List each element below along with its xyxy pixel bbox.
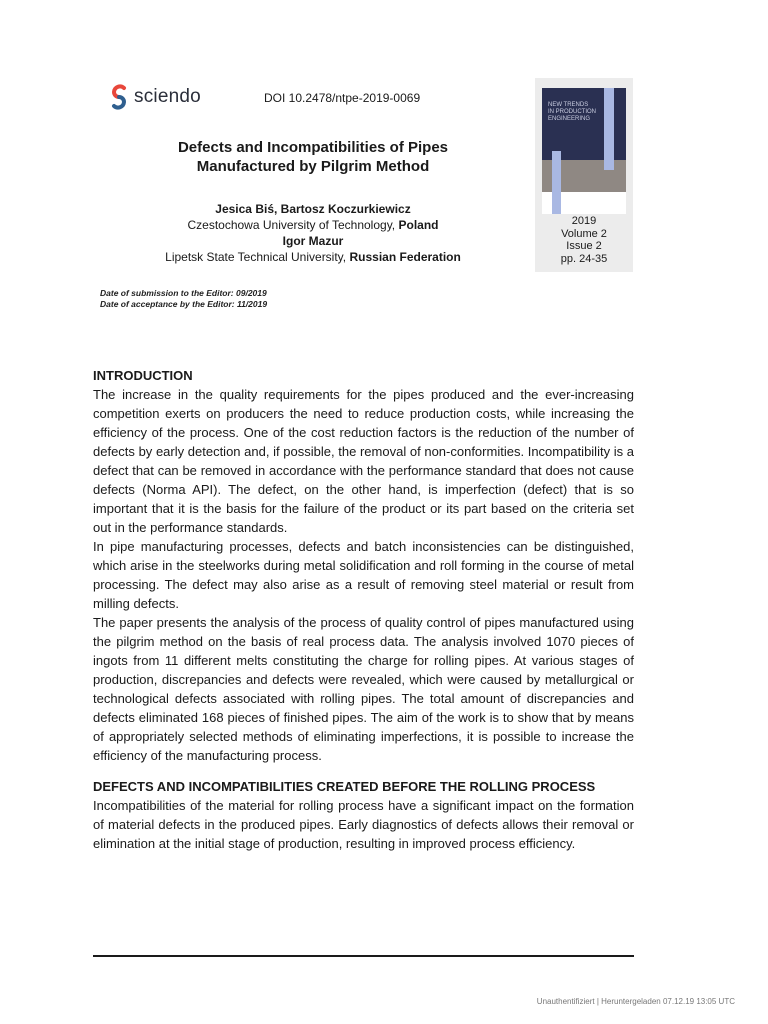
journal-issue-info (535, 215, 633, 265)
affiliation-1-institution: Czestochowa University of Technology, (187, 218, 399, 232)
journal-volume: Volume 2 (561, 227, 607, 240)
journal-cover-panel (535, 78, 633, 272)
sciendo-logo-icon (110, 84, 128, 110)
journal-pages: pp. 24-35 (560, 252, 608, 265)
intro-paragraph-2: In pipe manufacturing processes, defects and batch inconsistencies can be distinguished, which arise in the steelworks during metal solidification and roll forming in the course of metal processing. The defect may also arise as a result of removing steel material or result from milling defects. (93, 539, 634, 611)
doi-text: DOI 10.2478/ntpe-2019-0069 (264, 91, 421, 105)
authors-block (100, 201, 526, 265)
journal-cover-image (542, 88, 626, 214)
journal-issue: Issue 2 (566, 240, 602, 252)
cover-stripe-right (604, 88, 614, 170)
date-acceptance: Date of acceptance by the Editor: 11/2019 (100, 299, 268, 309)
cover-stripe-left (552, 151, 561, 214)
affiliation-1-country: Poland (398, 218, 439, 232)
title-line-2: Manufactured by Pilgrim Method (196, 158, 430, 175)
intro-paragraph-3: The paper presents the analysis of the process of quality control of pipes manufactured using the pilgrim method on the basis of real process data. The analysis involved 1070 pieces of ingots from 11 different melts constituting the charge for rolling pipes. At various stages of production, discrepancies and defects were revealed, which were caused by metallurgical or technological defects associated with rolling pipes. The total amount of discrepancies and defects eliminated 168 pieces of finished pipes. The aim of the work is to show that by means of appropriately selected methods of eliminating imperfections, it is possible to increase the efficiency of the manufacturing process. (93, 615, 634, 763)
footnote-divider (93, 955, 634, 957)
affiliation-2-institution: Lipetsk State Technical University, (165, 250, 350, 264)
affiliation-2-country: Russian Federation (349, 250, 461, 264)
affiliation-1 (100, 217, 526, 233)
author-names-1: Jesica Biś, Bartosz Koczurkiewicz (215, 202, 411, 216)
section-heading-defects: DEFECTS AND INCOMPATIBILITIES CREATED BEFORE THE ROLLING PROCESS (93, 779, 596, 794)
intro-paragraph-1: The increase in the quality requirements for the pipes produced and the ever-increasing competition exerts on producers the need to reduce production costs, while increasing the efficiency of the process. One of the cost reduction factors is the reduction of the number of defects by early detection and, if possible, the removal of non-conformities. Incompatibility is a defect that can be removed in accordance with the performance standard that does not cause defects (Norma API). The defect, on the other hand, is imperfection (defect) that is so important that it is the basis for the failure of the product or its part based on the criteria set out in the performance standards. (93, 387, 634, 535)
defects-paragraph-1: Incompatibilities of the material for rolling process have a significant impact on the formation of material defects in the produced pipes. Early diagnostics of defects allows their removal or elimination at the initial stage of production, resulting in improved process efficiency. (93, 798, 634, 851)
article-title (100, 138, 526, 176)
cover-title-line-3: ENGINEERING (548, 116, 591, 122)
date-submission: Date of submission to the Editor: 09/2019 (100, 288, 267, 298)
author-name-2: Igor Mazur (282, 234, 344, 248)
publisher-name: sciendo (134, 86, 201, 107)
affiliation-2 (100, 249, 526, 265)
journal-year: 2019 (571, 215, 597, 227)
cover-title-line-1: NEW TRENDS (548, 102, 589, 108)
cover-title-line-2: IN PRODUCTION (548, 109, 596, 115)
editorial-dates (100, 288, 267, 310)
article-body (93, 366, 634, 853)
title-line-1: Defects and Incompatibilities of Pipes (177, 139, 449, 156)
publisher-logo (110, 84, 201, 110)
section-heading-introduction: INTRODUCTION (93, 368, 193, 383)
download-footer: Unauthentifiziert | Heruntergeladen 07.12.19 13:05 UTC (536, 997, 735, 1006)
